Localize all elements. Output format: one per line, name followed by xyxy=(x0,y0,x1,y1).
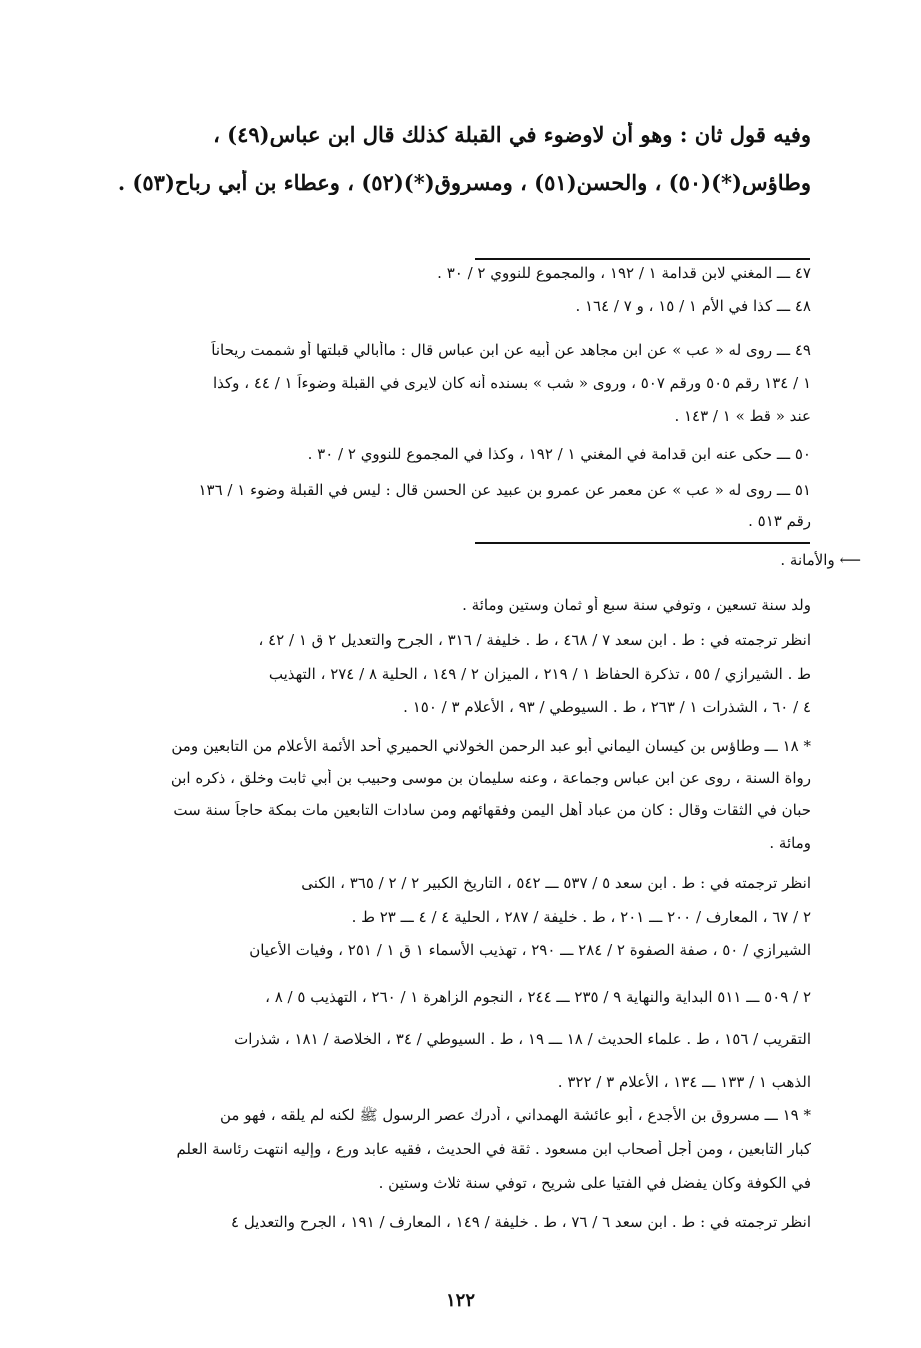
bio-line-5: * ١٨ ـــ وطاؤس بن كيسان اليماني أبو عبد الرحمن الخولاني الحميري أحد الأئمة الأعلام من التابعين ومن xyxy=(171,737,811,755)
main-text-line-1: وفيه قول ثان : وهو أن لاوضوء في القبلة كذلك قال ابن عباس(٤٩) ، xyxy=(213,122,811,147)
continuation-text xyxy=(780,551,861,569)
footnote-51-line-2: رقم ٥١٣ . xyxy=(748,512,811,530)
footnote-top-rule xyxy=(475,258,810,260)
bio-line-1: ولد سنة تسعين ، وتوفي سنة سبع أو ثمان وستين ومائة . xyxy=(462,596,811,614)
bio-line-8: ومائة . xyxy=(769,834,811,852)
bio-line-7: حبان في الثقات وقال : كان من عباد أهل اليمن وفقهائهم ومن سادات التابعين مات بمكة حاجاً سنة ست xyxy=(173,801,811,819)
bio-line-9: انظر ترجمته في : ط . ابن سعد ٥ / ٥٣٧ ـــ ٥٤٢ ، التاريخ الكبير ٢ / ٢ / ٣٦٥ ، الكنى xyxy=(301,874,811,892)
footnote-49-line-2: ١ / ١٣٤ رقم ٥٠٥ ورقم ٥٠٧ ، وروى « شب » بسنده أنه كان لايرى في القبلة وضوءاً ١ / ٤٤ ، وكذا xyxy=(213,374,811,392)
bio-line-4: ٤ / ٦٠ ، الشذرات ١ / ٢٦٣ ، ط . السيوطي / ٩٣ ، الأعلام ٣ / ١٥٠ . xyxy=(403,698,811,716)
page-number: ١٢٢ xyxy=(445,1290,475,1311)
footnote-49-line-3: عند « قط » ١ / ١٤٣ . xyxy=(674,407,811,425)
bio-line-14: الذهب ١ / ١٣٣ ـــ ١٣٤ ، الأعلام ٣ / ٣٢٢ . xyxy=(557,1073,811,1091)
footnote-47: ٤٧ ـــ المغني لابن قدامة ١ / ١٩٢ ، والمجموع للنووي ٢ / ٣٠ . xyxy=(437,264,811,282)
bio-line-16: كبار التابعين ، ومن أجل أصحاب ابن مسعود . ثقة في الحديث ، فقيه عابد ورع ، وإليه انتهت رئاسة العلم xyxy=(176,1140,811,1158)
main-text-line-2: وطاؤس(*)(٥٠) ، والحسن(٥١) ، ومسروق(*)(٥٢) ، وعطاء بن أبي رباح(٥٣) . xyxy=(117,170,811,195)
bio-line-15: * ١٩ ـــ مسروق بن الأجدع ، أبو عائشة الهمداني ، أدرك عصر الرسول ﷺ لكنه لم يلقه ، فهو من xyxy=(219,1106,811,1124)
bio-line-10: ٢ / ٦٧ ، المعارف / ٢٠٠ ـــ ٢٠١ ، ط . خليفة / ٢٨٧ ، الحلية ٤ / ٤ ـــ ٢٣ ط . xyxy=(351,908,811,926)
bio-line-17: في الكوفة وكان يفضل في الفتيا على شريح ، توفي سنة ثلاث وستين . xyxy=(378,1174,811,1192)
footnote-50: ٥٠ ـــ حكى عنه ابن قدامة في المغني ١ / ١٩٢ ، وكذا في المجموع للنووي ٢ / ٣٠ . xyxy=(307,445,811,463)
footnote-51-line-1: ٥١ ـــ روى له « عب » عن معمر عن عمرو بن عبيد عن الحسن قال : ليس في القبلة وضوء ١ / ١٣٦ xyxy=(198,481,811,499)
bio-line-18: انظر ترجمته في : ط . ابن سعد ٦ / ٧٦ ، ط . خليفة / ١٤٩ ، المعارف / ١٩١ ، الجرح والتعديل ٤ xyxy=(230,1213,811,1231)
footnote-49-line-1: ٤٩ ـــ روى له « عب » عن ابن مجاهد عن أبيه عن ابن عباس قال : ماأبالي قبلتها أو شممت ريحاناً xyxy=(211,341,811,359)
bio-line-13: التقريب / ١٥٦ ، ط . علماء الحديث / ١٨ ـــ ١٩ ، ط . السيوطي / ٣٤ ، الخلاصة / ١٨١ ، شذرات xyxy=(234,1030,811,1048)
footnote-bottom-rule xyxy=(475,542,810,544)
footnote-48: ٤٨ ـــ كذا في الأم ١ / ١٥ ، و ٧ / ١٦٤ . xyxy=(575,297,811,315)
continuation-arrow-icon: ⟵ xyxy=(839,551,861,569)
bio-line-3: ط . الشيرازي / ٥٥ ، تذكرة الحفاظ ١ / ٢١٩ ، الميزان ٢ / ١٤٩ ، الحلية ٨ / ٢٧٤ ، التهذيب xyxy=(268,665,811,683)
bio-line-6: رواة السنة ، روى عن ابن عباس وجماعة ، وعنه سليمان بن موسى وحبيب بن أبي ثابت وخلق ، ذكره ابن xyxy=(170,769,811,787)
bio-line-11: الشيرازي / ٥٠ ، صفة الصفوة ٢ / ٢٨٤ ـــ ٢٩٠ ، تهذيب الأسماء ١ ق ١ / ٢٥١ ، وفيات الأعيان xyxy=(249,941,811,959)
bio-line-2: انظر ترجمته في : ط . ابن سعد ٧ / ٤٦٨ ، ط . خليفة / ٣١٦ ، الجرح والتعديل ٢ ق ١ / ٤٢ ، xyxy=(258,631,811,649)
continuation-label: والأمانة . xyxy=(780,551,835,569)
bio-line-12: ٢ / ٥٠٩ ـــ ٥١١ البداية والنهاية ٩ / ٢٣٥ ـــ ٢٤٤ ، النجوم الزاهرة ١ / ٢٦٠ ، التهذيب ٥ / ٨ ، xyxy=(265,988,811,1006)
